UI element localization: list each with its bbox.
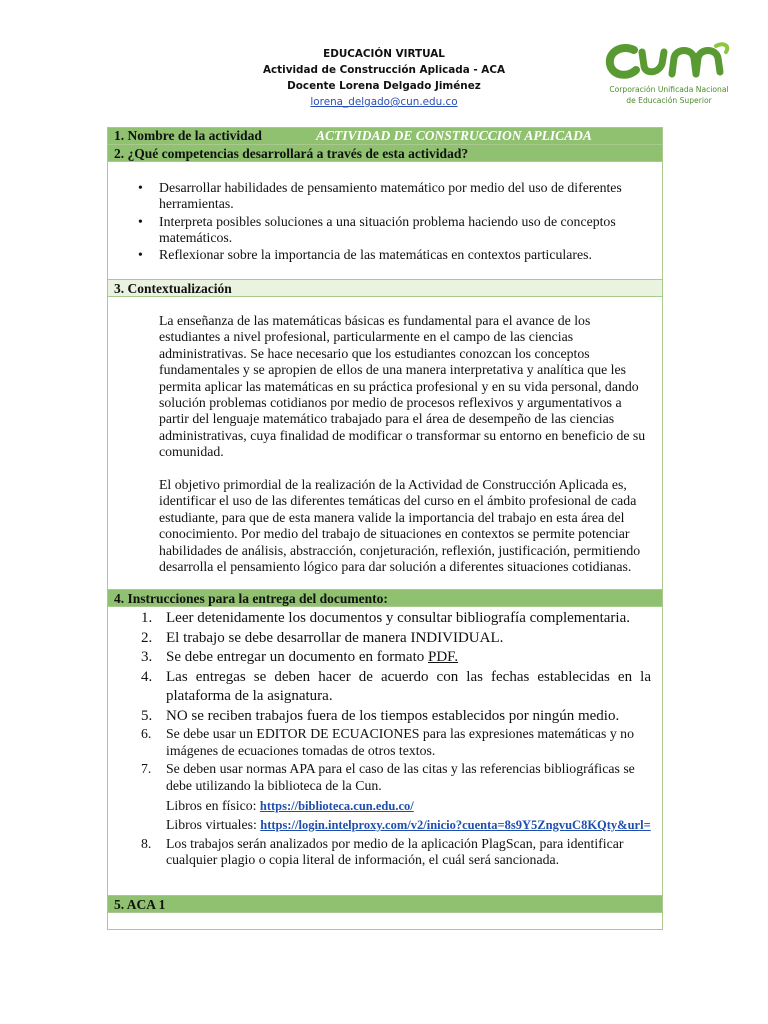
logo-subtitle-line-1: Corporación Unificada Nacional <box>609 85 729 94</box>
libros-virtuales-link[interactable]: https://login.intelproxy.com/v2/inicio?cuenta=8s9Y5ZngvuC8KQty&url= <box>260 817 651 832</box>
section-2-header: 2. ¿Qué competencias desarrollará a través de esta actividad? <box>108 144 662 161</box>
instructions-list <box>141 609 651 869</box>
logo-subtitle <box>604 84 734 106</box>
libros-fisico-line <box>166 798 651 815</box>
instruction-text: Se debe entregar un documento en formato <box>166 649 428 665</box>
activity-name-label: 1. Nombre de la actividad <box>114 128 262 143</box>
cun-logo-mark <box>604 40 734 84</box>
aca-1-cell <box>108 912 662 929</box>
instruction-item: 4. Las entregas se deben hacer de acuerdo con las fechas establecidas en la plataforma de la asignatura. <box>141 668 651 704</box>
instruction-text: Se debe usar un EDITOR DE ECUACIONES para las expresiones matemáticas y no imágenes de ecuaciones tomadas de otros textos. <box>166 726 634 758</box>
instruction-item: 5. NO se reciben trabajos fuera de los tiempos establecidos por ningún medio. <box>141 707 620 724</box>
libros-fisico-label: Libros en físico: <box>166 798 260 814</box>
section-5-header: 5. ACA 1 <box>108 895 662 912</box>
instruction-item: 6. Se debe usar un EDITOR DE ECUACIONES para las expresiones matemáticas y no imágenes de ecuaciones tomadas de otros textos. <box>141 726 634 758</box>
libros-fisico-link[interactable]: https://biblioteca.cun.edu.co/ <box>259 799 414 814</box>
instructions-cell <box>108 606 662 895</box>
header-line-1: EDUCACIÓN VIRTUAL <box>323 48 445 60</box>
section-4-header: 4. Instrucciones para la entrega del documento: <box>108 589 662 606</box>
header-email-link[interactable]: lorena_delgado@cun.edu.co <box>310 96 458 108</box>
logo-subtitle-line-2: de Educación Superior <box>626 96 712 105</box>
instruction-text: Los trabajos serán analizados por medio de la aplicación PlagScan, para identificar cualquier plagio o copia literal de información, el cuál será sancionada. <box>166 835 624 868</box>
instruction-text: Las entregas se deben hacer de acuerdo con las fechas establecidas en la plataforma de la asignatura. <box>166 668 651 704</box>
context-paragraph-1: La enseñanza de las matemáticas básicas es fundamental para el avance de los estudiantes a nivel profesional, particularmente en el campo de las ciencias administrativas. Se hace necesario que los estudiantes conozcan los conceptos fundamentales y se apropien de ellos de una manera interpretativa y analítica que les permita aplicar las matemáticas en su práctica profesional y en su vida personal, dando solución problemas cotidianos por medio de procesos reflexivos y argumentativos a partir del lenguaje matemático trabajado para el área de desempeño de las ciencias administrativas, cuya finalidad de modificar o transformar su entorno en beneficio de su comunidad. <box>159 313 646 460</box>
instruction-item: 7. Se deben usar normas APA para el caso de las citas y las referencias bibliográficas se debe utilizando la biblioteca de la Cun. Libros en físico: https://biblioteca.cun.edu.co/ Libros virtuales: https://login.intelproxy.com/v2/inicio?cuenta=8s9Y5ZngvuC8KQty&url= <box>141 761 651 832</box>
activity-name-value: ACTIVIDAD DE CONSTRUCCION APLICADA <box>316 128 592 143</box>
document-header <box>0 0 768 120</box>
instruction-text: NO se reciben trabajos fuera de los tiempos establecidos por ningún medio. <box>166 707 620 724</box>
instruction-text: El trabajo se debe desarrollar de manera INDIVIDUAL. <box>166 629 504 646</box>
section-3-header: 3. Contextualización <box>108 279 662 296</box>
competencies-cell <box>108 161 662 279</box>
header-line-3: Docente Lorena Delgado Jiménez <box>287 80 481 92</box>
competency-item: • Reflexionar sobre la importancia de las matemáticas en contextos particulares. <box>138 247 638 263</box>
contextualization-cell <box>108 296 662 589</box>
cun-logo <box>604 40 734 120</box>
instruction-item: 1. Leer detenidamente los documentos y consultar bibliografía complementaria. <box>141 610 631 626</box>
section-1-header <box>108 128 662 144</box>
competencies-list <box>138 180 638 264</box>
activity-table <box>107 127 663 930</box>
pdf-format-text: PDF. <box>428 649 459 665</box>
instruction-text: Se deben usar normas APA para el caso de las citas y las referencias bibliográficas se debe utilizando la biblioteca de la Cun. <box>166 761 635 793</box>
competency-item: • Desarrollar habilidades de pensamiento matemático por medio del uso de diferentes herramientas. <box>138 180 638 213</box>
instruction-item: 8. Los trabajos serán analizados por medio de la aplicación PlagScan, para identificar cualquier plagio o copia literal de información, el cuál será sancionada. <box>141 835 624 868</box>
header-line-2: Actividad de Construcción Aplicada - ACA <box>262 64 506 76</box>
libros-virtuales-line <box>166 817 651 834</box>
context-paragraph-2: El objetivo primordial de la realización de la Actividad de Construcción Aplicada es, identificar el uso de las diferentes temáticas del curso en el ámbito profesional de cada estudiante, para que de esta manera valide la importancia del trabajo en esta área del conocimiento. Por medio del trabajo de situaciones en contextos se permite potenciar habilidades de análisis, abstracción, conjeturación, reflexión, justificación, permitiendo desarrolla el pensamiento lógico para dar solución a diferentes situaciones cotidianas. <box>159 477 641 575</box>
competency-item: • Interpreta posibles soluciones a una situación problema haciendo uso de conceptos matemáticos. <box>138 214 638 247</box>
libros-virtuales-label: Libros virtuales: <box>166 816 261 832</box>
instruction-item: 2. El trabajo se debe desarrollar de manera INDIVIDUAL. <box>141 629 504 646</box>
instruction-text: Leer detenidamente los documentos y consultar bibliografía complementaria. <box>166 610 631 626</box>
instruction-item: 3. Se debe entregar un documento en formato PDF. <box>141 649 459 665</box>
